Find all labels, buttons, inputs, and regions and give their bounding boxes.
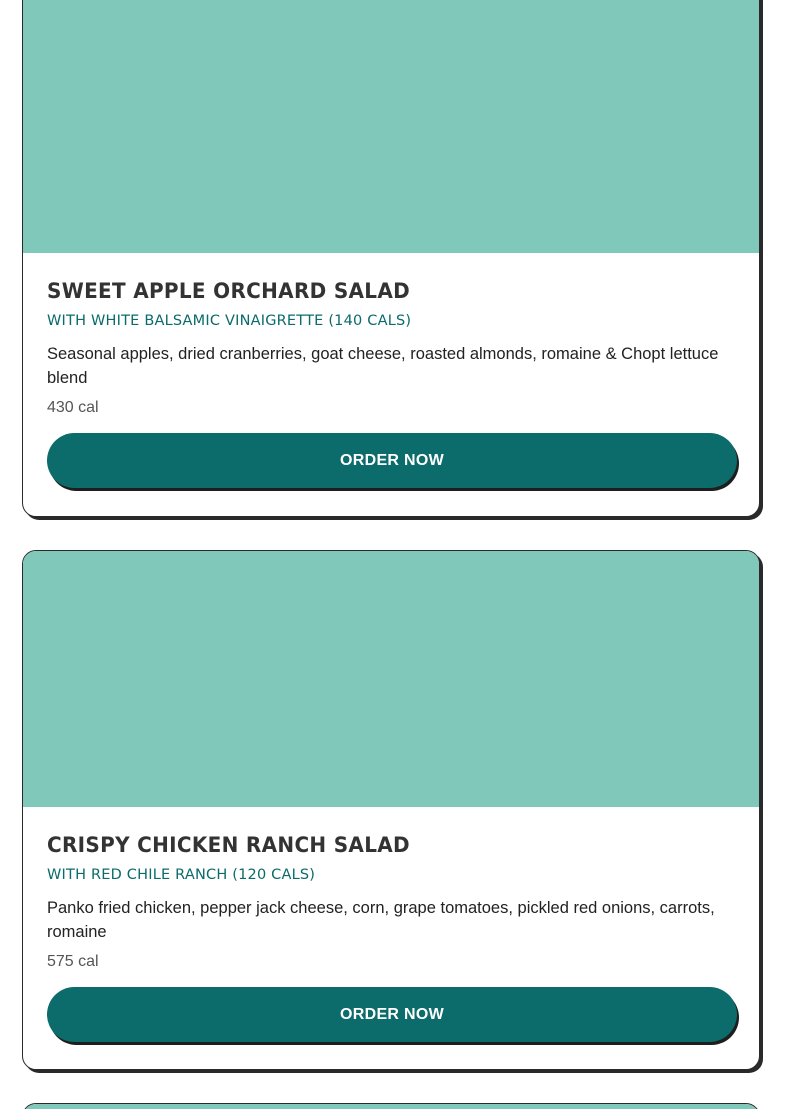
menu-item-calories: 575 cal	[47, 953, 99, 970]
menu-item-image	[23, 0, 759, 253]
order-now-button[interactable]: ORDER NOW	[47, 433, 737, 488]
menu-item-title: CRISPY CHICKEN RANCH SALAD	[47, 832, 410, 858]
menu-item-card	[22, 0, 760, 517]
menu-item-calories: 430 cal	[47, 399, 99, 416]
order-now-button[interactable]: ORDER NOW	[47, 987, 737, 1042]
menu-item-card	[22, 550, 760, 1070]
menu-item-description: Seasonal apples, dried cranberries, goat cheese, roasted almonds, romaine & Chopt lettuce blend	[47, 345, 719, 387]
menu-item-title: SWEET APPLE ORCHARD SALAD	[47, 278, 411, 304]
menu-item-image	[23, 551, 759, 807]
menu-item-card-partial	[22, 1103, 760, 1109]
menu-item-description: Panko fried chicken, pepper jack cheese, corn, grape tomatoes, pickled red onions, carrots, romaine	[47, 899, 715, 941]
menu-item-dressing: WITH WHITE BALSAMIC VINAIGRETTE (140 CALS)	[47, 313, 412, 329]
menu-item-dressing: WITH RED CHILE RANCH (120 CALS)	[47, 867, 316, 883]
menu-item-body	[23, 253, 759, 488]
menu-item-image	[23, 1104, 759, 1109]
menu-item-body	[23, 807, 759, 1042]
